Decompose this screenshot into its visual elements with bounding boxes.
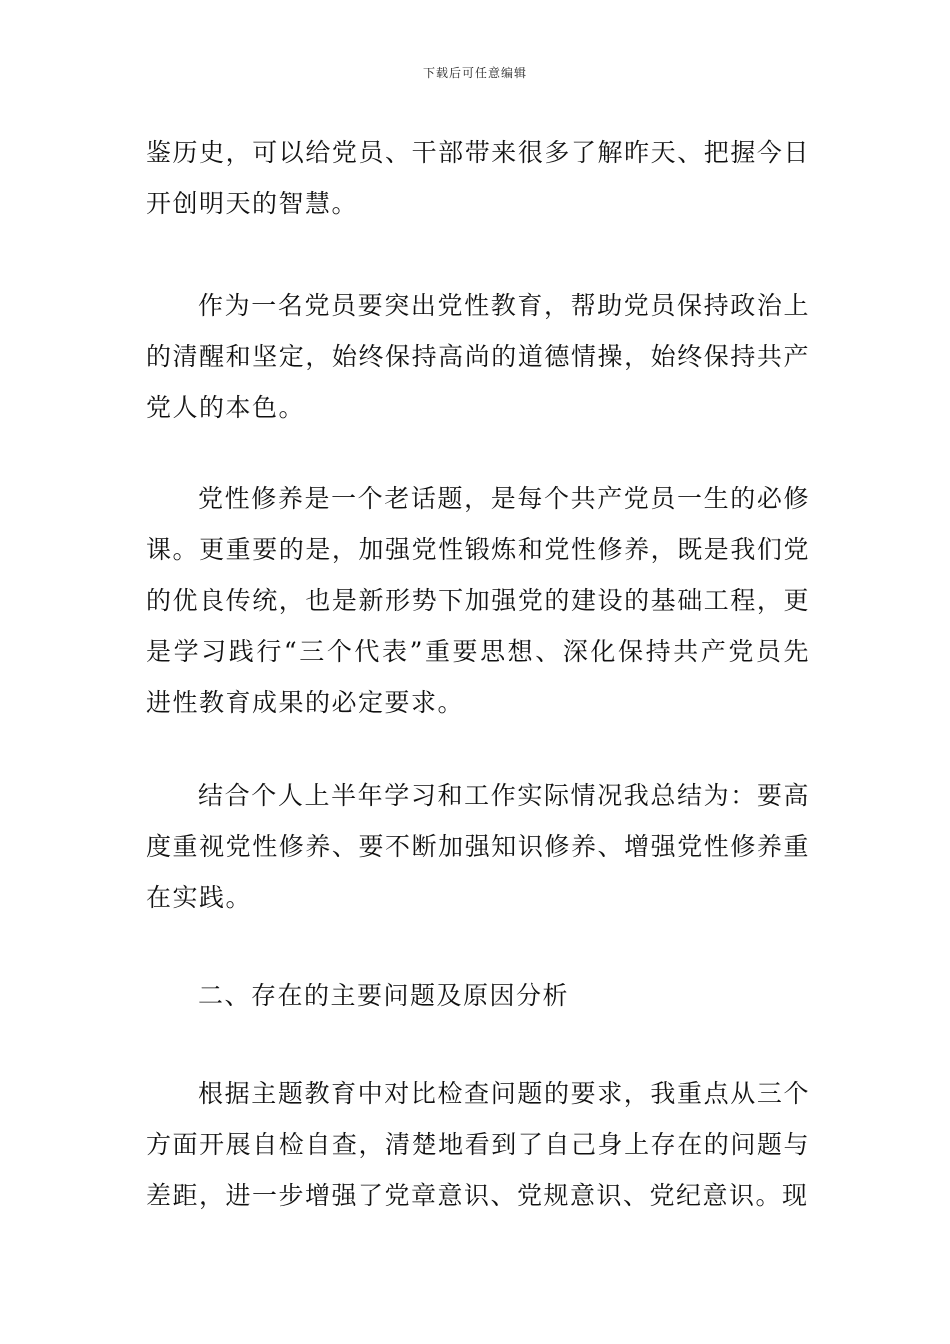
paragraph-self-inspection: 根据主题教育中对比检查问题的要求，我重点从三个方面开展自检自查，清楚地看到了自己身上存在的问题与差距，进一步增强了党章意识、党规意识、党纪意识。现 <box>146 1079 810 1210</box>
paragraph-summary: 结合个人上半年学习和工作实际情况我总结为：要高度重视党性修养、要不断加强知识修养、增强党性修养重在实践。 <box>146 781 810 912</box>
paragraph-party-education: 作为一名党员要突出党性教育，帮助党员保持政治上的清醒和坚定，始终保持高尚的道德情操，始终保持共产党人的本色。 <box>146 291 810 422</box>
paragraph-party-cultivation: 党性修养是一个老话题，是每个共产党员一生的必修课。更重要的是，加强党性锻炼和党性修养，既是我们党的优良传统，也是新形势下加强党的建设的基础工程，更是学习践行“三个代表”重要思想、深化保持共产党员先进性教育成果的必定要求。 <box>146 484 810 717</box>
section-heading: 二、存在的主要问题及原因分析 <box>198 981 570 1010</box>
paragraph-continuation: 鉴历史，可以给党员、干部带来很多了解昨天、把握今日开创明天的智慧。 <box>146 138 810 218</box>
page-header: 下载后可任意编辑 <box>422 66 527 80</box>
